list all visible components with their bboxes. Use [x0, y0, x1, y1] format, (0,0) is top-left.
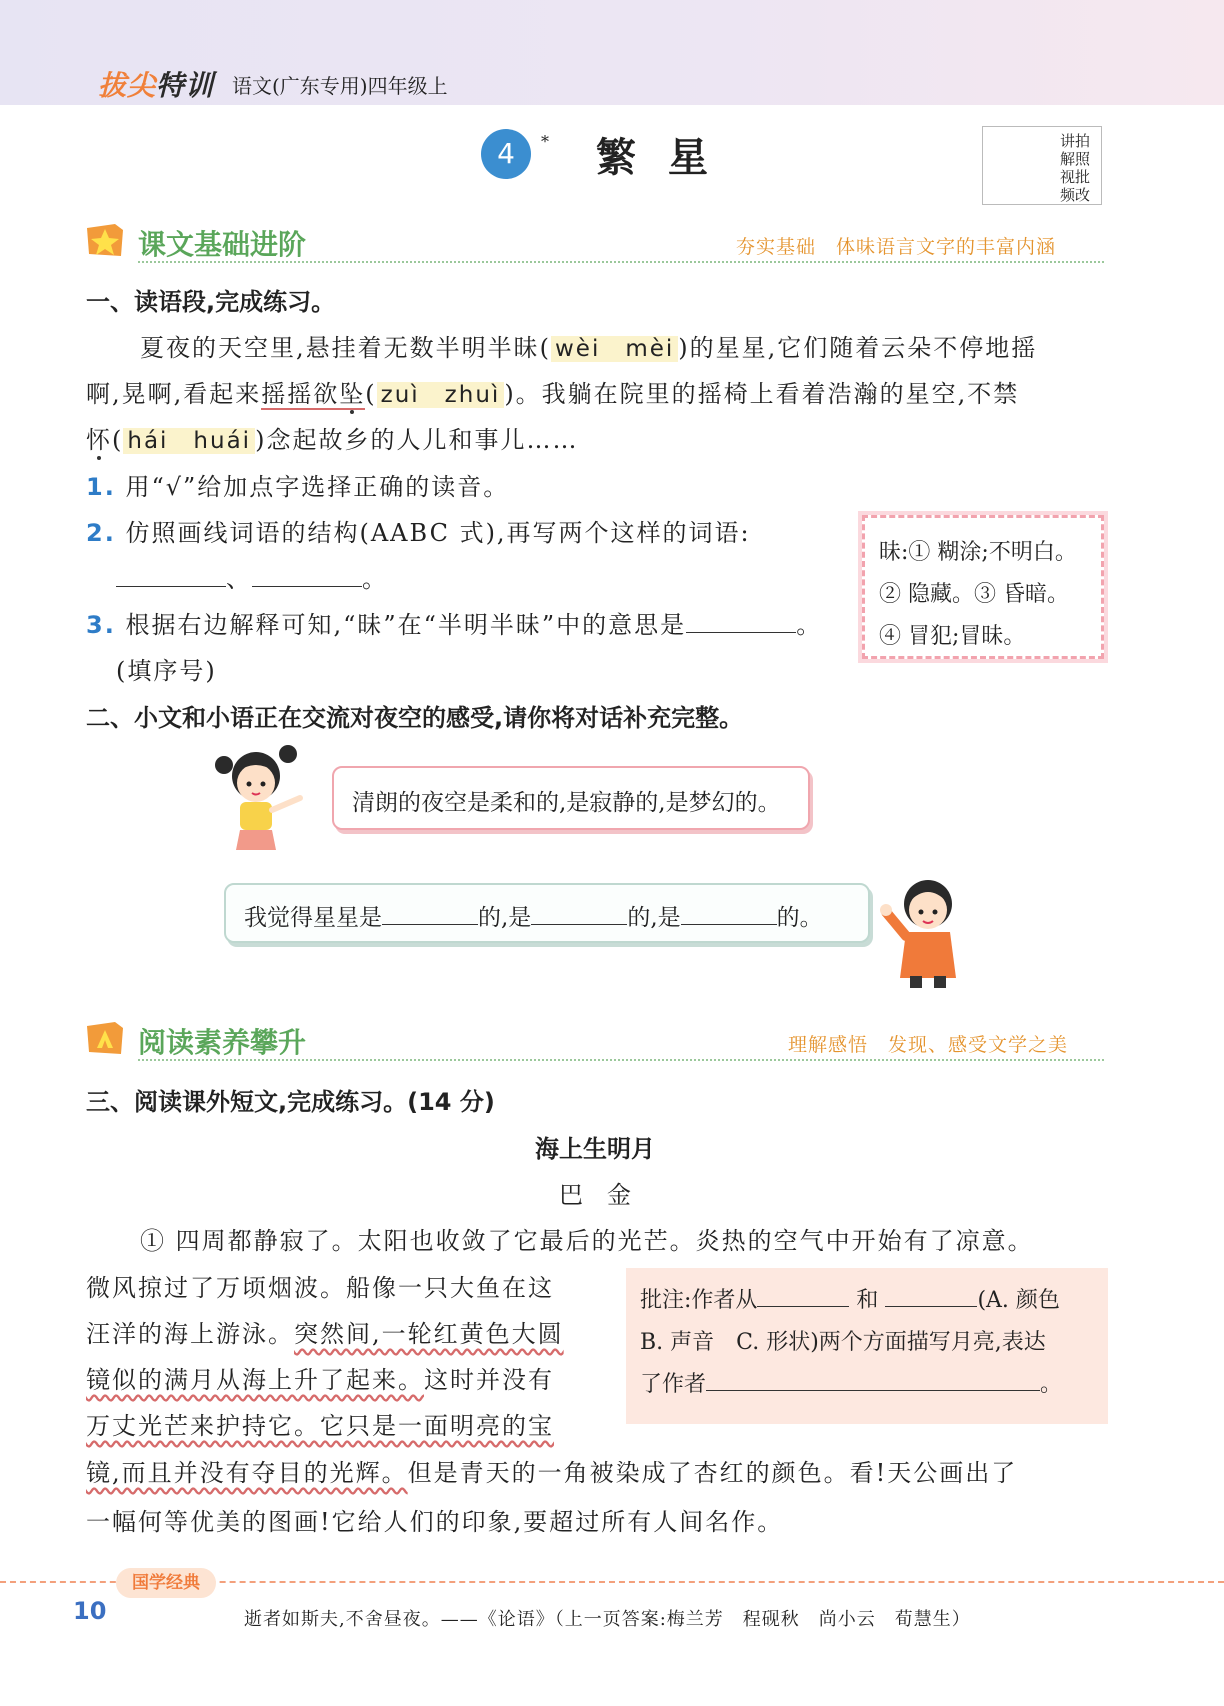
pinyin-choice[interactable]: hái huái [123, 428, 255, 454]
page-number: 10 [73, 1597, 107, 1625]
answer-blank[interactable] [885, 1284, 977, 1307]
meaning-line: ② 隐藏。③ 昏暗。 [879, 582, 1069, 607]
part3-heading: 三、阅读课外短文,完成练习。(14 分) [86, 1088, 495, 1116]
answer-blank[interactable] [681, 902, 777, 925]
boy-speech-bubble: 我觉得星星是 的,是 的,是 的。 [224, 883, 870, 943]
question-3-note: (填序号) [116, 657, 217, 685]
passage-author: 巴 金 [559, 1181, 631, 1209]
meaning-line: 昧:① 糊涂;不明白。 [879, 540, 1077, 565]
girl-dialogue: 清朗的夜空是柔和的,是寂静的,是梦幻的。 [352, 790, 781, 816]
brand-logo: 拔尖特训 [98, 69, 215, 102]
answer-blank[interactable] [116, 564, 226, 587]
lesson-title: 繁星 [596, 134, 740, 181]
passage-line: 镜,而且并没有夺目的光辉。但是青天的一角被染成了杏红的颜色。看!天公画出了 [86, 1459, 1018, 1487]
answer-blank[interactable] [382, 902, 478, 925]
qr-caption [1060, 132, 1100, 204]
paragraph-line: 怀( hái huái )念起故乡的人儿和事儿…… [86, 426, 579, 454]
girl-illustration-icon [210, 740, 325, 855]
wavy-underline: 万丈光芒来护持它。它只是一面明亮的宝 [86, 1412, 554, 1440]
section-title-reading: 阅读素养攀升 [138, 1026, 307, 1059]
annotation-box: 批注:作者从 和 (A. 颜色 B. 声音 C. 形状)两个方面描写月亮,表达 了作者 。 [626, 1268, 1108, 1424]
qr-line: 讲拍 [1060, 132, 1091, 150]
answer-blank[interactable] [686, 610, 796, 633]
meaning-line: ④ 冒犯;冒昧。 [879, 624, 1026, 649]
passage-line: 微风掠过了万顷烟波。船像一只大鱼在这 [86, 1274, 554, 1302]
passage-line: 镜似的满月从海上升了起来。这时并没有 [86, 1366, 554, 1394]
passage-title: 海上生明月 [535, 1135, 655, 1163]
answer-blank[interactable] [706, 1368, 1040, 1391]
question-2: 2. 仿照画线词语的结构(AABC 式),再写两个这样的词语: [86, 519, 751, 547]
question-3: 3. 根据右边解释可知,“昧”在“半明半昧”中的意思是 。 [86, 611, 823, 639]
section-title-basics: 课文基础进阶 [138, 228, 307, 261]
part1-heading: 一、读语段,完成练习。 [86, 288, 336, 316]
qr-line: 频改 [1060, 186, 1091, 204]
question-2-answers: 、 。 [116, 559, 388, 594]
answer-blank[interactable] [757, 1284, 849, 1307]
star-section-icon [85, 224, 125, 258]
footer-tag: 国学经典 [116, 1568, 216, 1598]
paragraph-line: 夏夜的天空里,悬挂着无数半明半昧( wèi mèi )的星星,它们随着云朵不停地摇 [140, 334, 1038, 362]
wavy-underline: 镜,而且并没有夺目的光辉。 [86, 1459, 408, 1487]
passage-line: ① 四周都静寂了。太阳也收敛了它最后的光芒。炎热的空气中开始有了凉意。 [140, 1227, 1034, 1255]
qr-line: 解照 [1060, 150, 1091, 168]
girl-speech-bubble [332, 766, 810, 830]
footer-quote: 逝者如斯夫,不舍昼夜。——《论语》（上一页答案:梅兰芳 程砚秋 尚小云 荀慧生） [244, 1609, 971, 1630]
pinyin-choice[interactable]: wèi mèi [551, 336, 678, 362]
arrow-section-icon [85, 1022, 125, 1056]
section-subtitle-reading: 理解感悟 发现、感受文学之美 [788, 1034, 1069, 1056]
book-subject: 语文(广东专用)四年级上 [232, 74, 448, 98]
paragraph-line: 啊,晃啊,看起来摇摇欲坠( zuì zhuì )。我躺在院里的摇椅上看着浩瀚的星空,不禁 [86, 380, 1020, 408]
passage-line: 汪洋的海上游泳。突然间,一轮红黄色大圆 [86, 1320, 564, 1348]
boy-illustration-icon [880, 872, 980, 990]
pinyin-choice[interactable]: zuì zhuì [377, 382, 505, 408]
part2-heading: 二、小文和小语正在交流对夜空的感受,请你将对话补充完整。 [86, 704, 744, 732]
section-divider [138, 261, 1104, 263]
wavy-underline: 镜似的满月从海上升了起来。 [86, 1366, 424, 1394]
underlined-word: 摇摇欲坠 [261, 380, 366, 408]
wavy-underline: 突然间,一轮红黄色大圆 [294, 1320, 564, 1348]
section-subtitle-basics: 夯实基础 体味语言文字的丰富内涵 [736, 236, 1057, 258]
meaning-definition-box [862, 515, 1104, 659]
passage-line [86, 1406, 554, 1441]
section-divider [138, 1059, 1104, 1061]
answer-blank[interactable] [531, 902, 627, 925]
answer-blank[interactable] [252, 564, 362, 587]
passage-line: 一幅何等优美的图画!它给人们的印象,要超过所有人间名作。 [86, 1508, 784, 1536]
qr-line: 视批 [1060, 168, 1091, 186]
lesson-star: * [541, 132, 549, 151]
question-1: 1. 用“√”给加点字选择正确的读音。 [86, 473, 510, 501]
lesson-number: 4 [481, 129, 531, 179]
